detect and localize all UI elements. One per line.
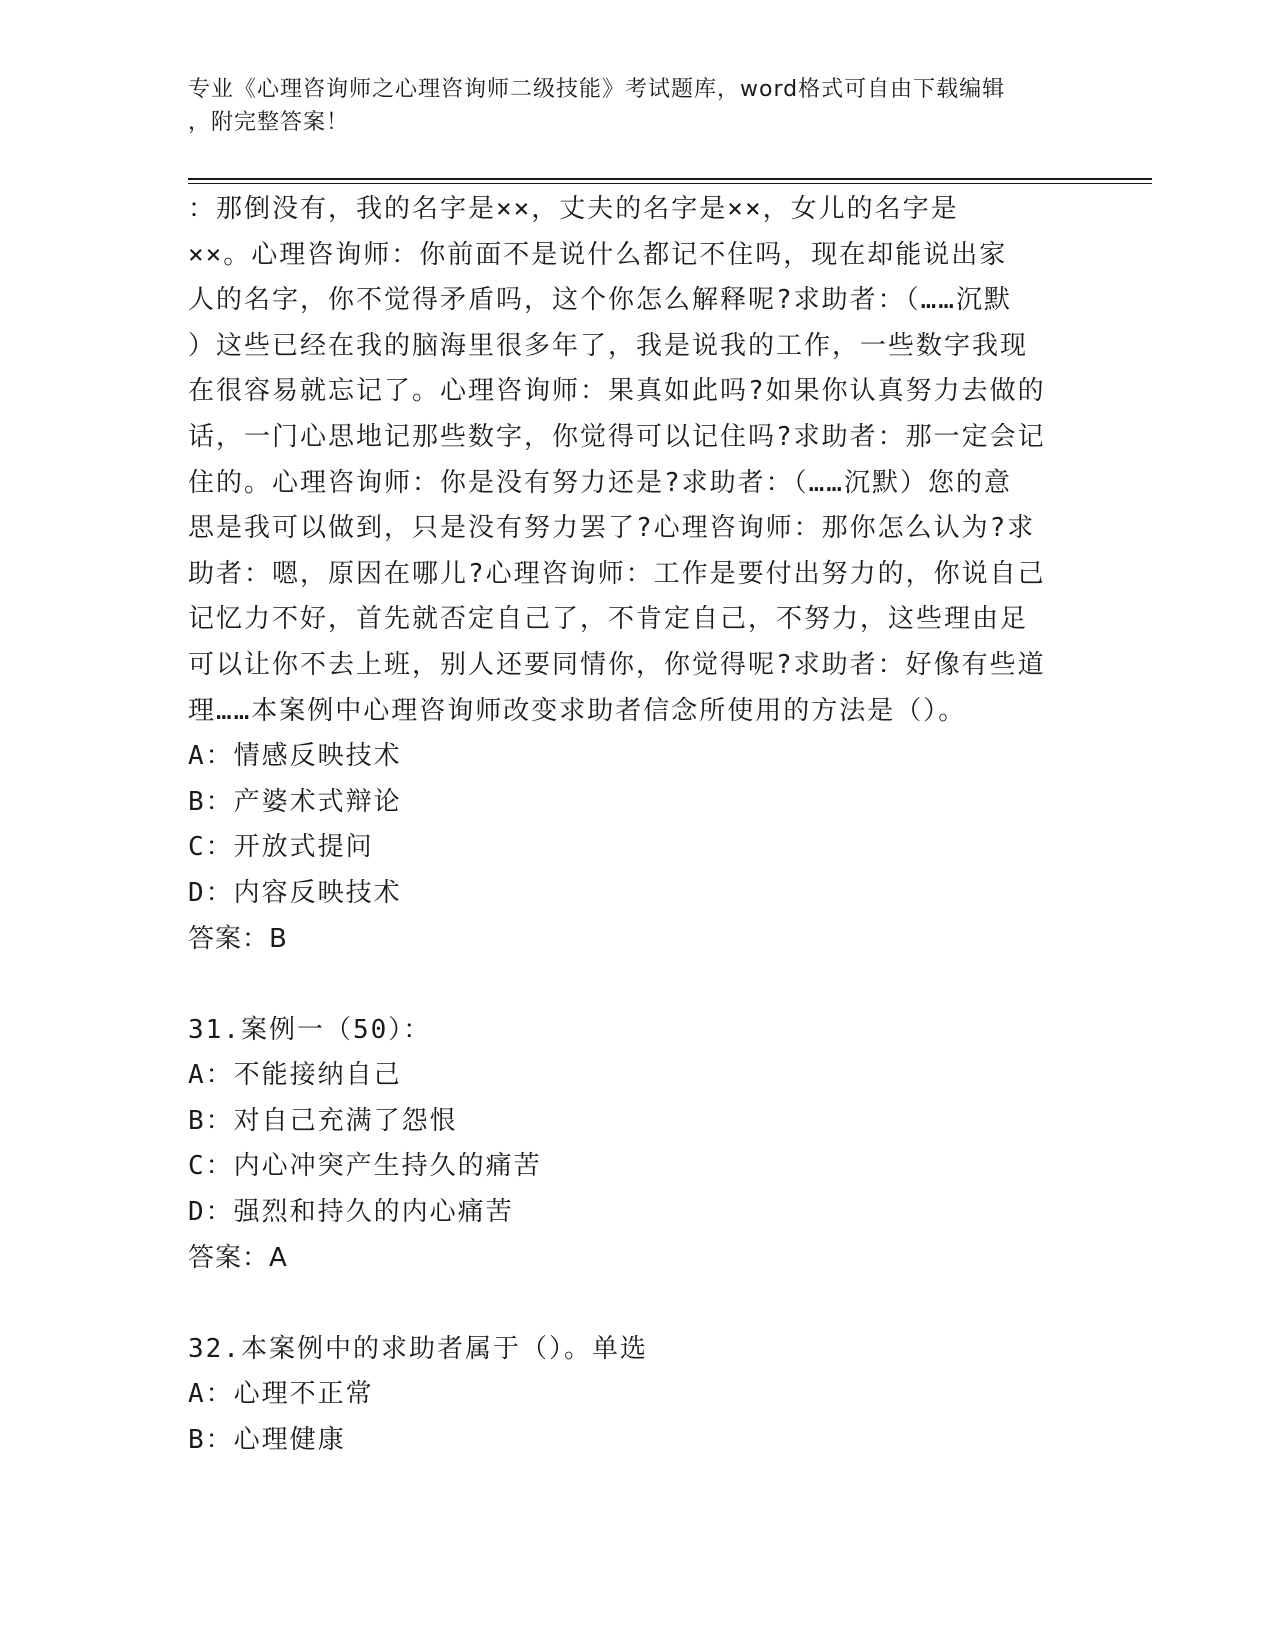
passage-line: 助者：嗯，原因在哪儿?心理咨询师：工作是要付出努力的，你说自己 (188, 558, 1046, 589)
passage-line: 思是我可以做到，只是没有努力罢了?心理咨询师：那你怎么认为?求 (188, 513, 1036, 544)
passage-line: ××。心理咨询师：你前面不是说什么都记不住吗，现在却能说出家 (188, 239, 1008, 270)
option-d: D：内容反映技术 (188, 877, 402, 908)
question-31 (188, 1008, 1088, 1282)
option-a: A：心理不正常 (188, 1379, 374, 1410)
spacer (188, 962, 1088, 1008)
question-title: 32.本案例中的求助者属于（）。单选 (188, 1333, 648, 1364)
option-b: B：心理健康 (188, 1425, 346, 1456)
passage-line: ）这些已经在我的脑海里很多年了，我是说我的工作，一些数字我现 (188, 330, 1029, 361)
case-passage (188, 187, 1088, 734)
header-divider-thick (188, 178, 1152, 180)
option-c: C：内心冲突产生持久的痛苦 (188, 1151, 542, 1182)
header-divider-thin (188, 183, 1152, 184)
option-c: C：开放式提问 (188, 832, 374, 863)
passage-line: 住的。心理咨询师：你是没有努力还是?求助者：（……沉默）您的意 (188, 467, 1012, 498)
option-b: B：产婆术式辩论 (188, 786, 402, 817)
header-line-2: ，附完整答案！ (188, 110, 350, 135)
passage-line: 理……本案例中心理咨询师改变求助者信念所使用的方法是（）。 (188, 695, 967, 726)
question-title: 31.案例一（50）： (188, 1014, 432, 1045)
passage-line: 记忆力不好，首先就否定自己了，不肯定自己，不努力，这些理由足 (188, 604, 1029, 635)
header-line-1: 专业《心理咨询师之心理咨询师二级技能》考试题库，word格式可自由下载编辑 (188, 77, 1006, 102)
passage-line: 可以让你不去上班，别人还要同情你，你觉得呢?求助者：好像有些道 (188, 649, 1046, 680)
passage-line: 在很容易就忘记了。心理咨询师：果真如此吗?如果你认真努力去做的 (188, 376, 1046, 407)
question-32 (188, 1327, 1088, 1464)
option-a: A：不能接纳自己 (188, 1060, 402, 1091)
answer-label: 答案：A (188, 1242, 288, 1273)
passage-line: ：那倒没有，我的名字是××，丈夫的名字是××，女儿的名字是 (188, 194, 959, 224)
option-b: B：对自己充满了怨恨 (188, 1105, 458, 1136)
passage-line: 话，一门心思地记那些数字，你觉得可以记住吗?求助者：那一定会记 (188, 421, 1046, 452)
document-body (188, 187, 1088, 1464)
answer-label: 答案：B (188, 923, 288, 954)
spacer (188, 1281, 1088, 1327)
question-30-options (188, 734, 1088, 916)
option-d: D：强烈和持久的内心痛苦 (188, 1197, 514, 1228)
document-header (188, 73, 1068, 139)
option-a: A：情感反映技术 (188, 741, 402, 772)
passage-line: 人的名字，你不觉得矛盾吗，这个你怎么解释呢?求助者：（……沉默 (188, 285, 1012, 316)
